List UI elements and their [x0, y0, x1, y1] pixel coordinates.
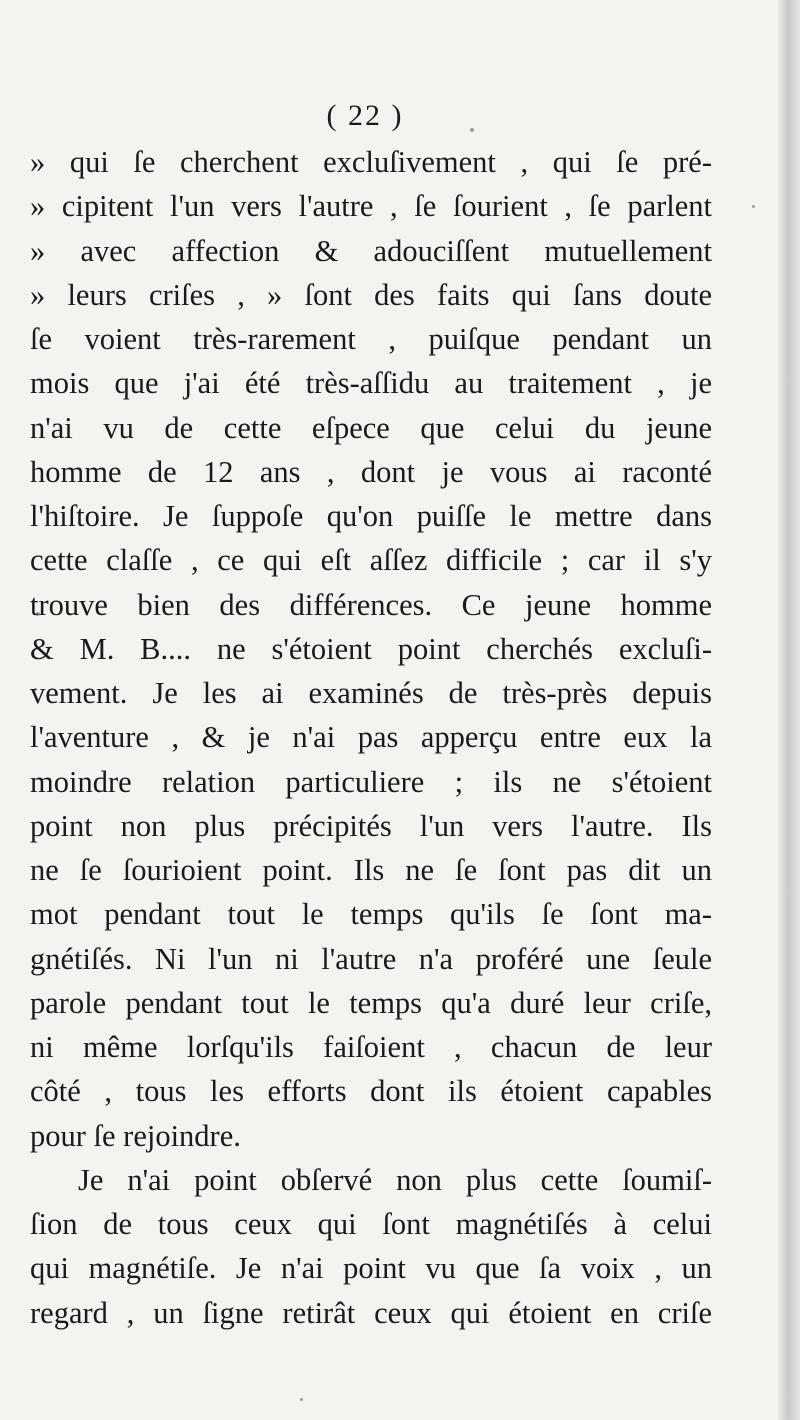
- paragraph: [30, 1158, 712, 1335]
- text-line: » avec affection & adouciſſent mutuellement: [30, 233, 712, 268]
- text-line: » qui ſe cherchent excluſivement , qui ſe pré-: [30, 145, 712, 179]
- text-line: trouve bien des différences. Ce jeune homme: [30, 587, 712, 622]
- text-line: n'ai vu de cette eſpece que celui du jeune: [30, 410, 712, 445]
- text-line: ne ſe ſourioient point. Ils ne ſe ſont pas dit un: [30, 853, 712, 887]
- text-line: » leurs criſes , » ſont des faits qui ſans doute: [30, 277, 712, 312]
- text-line: regard , un ſigne retirât ceux qui étoient en criſe: [30, 1295, 712, 1330]
- body-text: [30, 140, 712, 1335]
- page-number: ( 22 ): [326, 99, 404, 132]
- text-line: qui magnétiſe. Je n'ai point vu que ſa voix , un: [30, 1251, 712, 1286]
- text-line: point non plus précipités l'un vers l'autre. Ils: [30, 808, 712, 843]
- text-line: ni même lorſqu'ils faiſoient , chacun de leur: [30, 1030, 712, 1064]
- text-line: vement. Je les ai examinés de très-près depuis: [30, 676, 712, 710]
- text-line: parole pendant tout le temps qu'a duré leur criſe,: [30, 985, 712, 1020]
- text-line: Je n'ai point obſervé non plus cette ſoumiſ-: [78, 1162, 712, 1197]
- paragraph: [30, 140, 712, 1158]
- paper-speck: [300, 1398, 303, 1401]
- text-line: moindre relation particuliere ; ils ne s'étoient: [30, 764, 712, 799]
- page-binding-shadow: [778, 0, 800, 1420]
- text-line: pour ſe rejoindre.: [30, 1118, 241, 1153]
- text-line: cette claſſe , ce qui eſt aſſez difficile ; car il s'y: [30, 543, 712, 578]
- text-line: ſe voient très-rarement , puiſque pendant un: [30, 322, 712, 356]
- text-line: mot pendant tout le temps qu'ils ſe ſont ma-: [30, 897, 712, 932]
- text-line: & M. B.... ne s'étoient point cherchés excluſi-: [30, 631, 712, 666]
- text-line: mois que j'ai été très-aſſidu au traitement , je: [30, 366, 712, 401]
- text-line: côté , tous les efforts dont ils étoient capables: [30, 1074, 712, 1109]
- paper-speck: [752, 205, 755, 208]
- text-line: homme de 12 ans , dont je vous ai raconté: [30, 454, 712, 489]
- text-line: » cipitent l'un vers l'autre , ſe ſourient , ſe parlent: [30, 189, 712, 224]
- text-line: l'hiſtoire. Je ſuppoſe qu'on puiſſe le mettre dans: [30, 499, 712, 533]
- text-line: gnétiſés. Ni l'un ni l'autre n'a proféré une ſeule: [30, 941, 712, 976]
- text-line: ſion de tous ceux qui ſont magnétiſés à celui: [30, 1207, 712, 1241]
- text-line: l'aventure , & je n'ai pas apperçu entre eux la: [30, 720, 712, 755]
